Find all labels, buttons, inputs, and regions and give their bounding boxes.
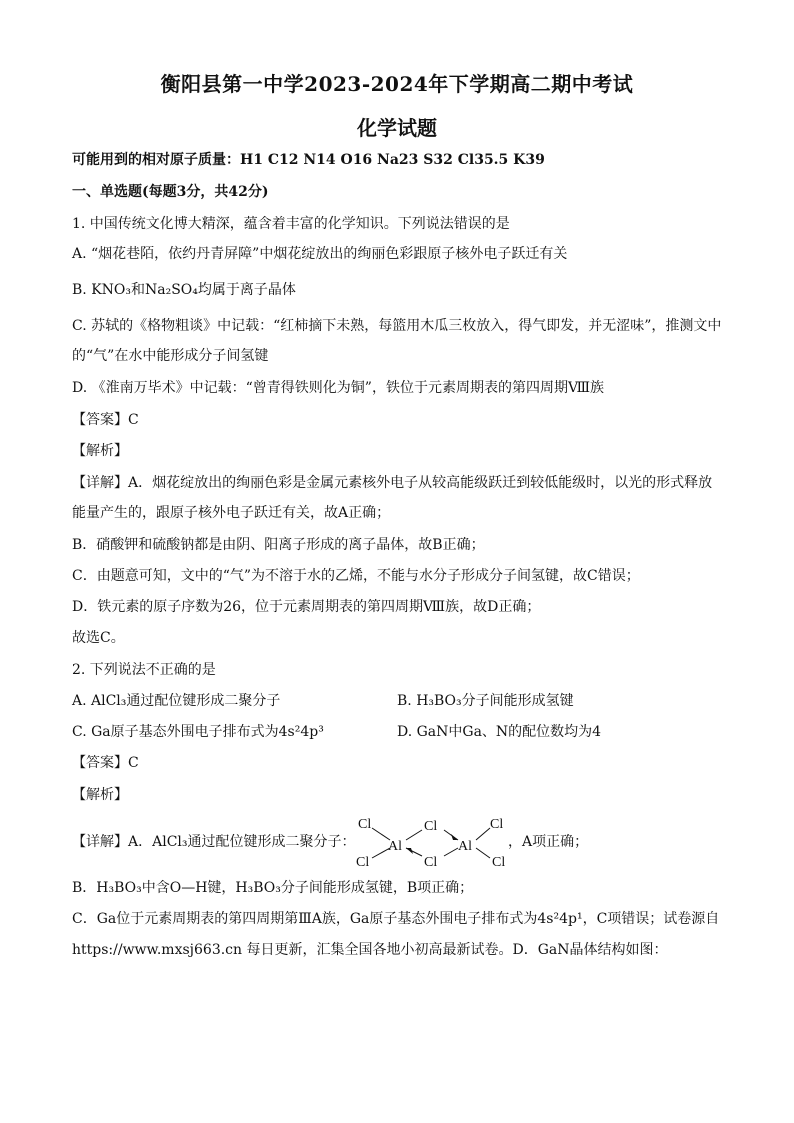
q1-detail-2: 能量产生的，跟原子核外电子跃迁有关，故A正确； <box>72 505 391 521</box>
cl-atom-2: Cl <box>356 855 370 870</box>
q2-detail-c-line1: C．Ga位于元素周期表的第四周期第ⅢA族，Ga原子基态外围电子排布式为4s²4p¹，C项错误；试卷源自 <box>72 911 720 927</box>
al-atom-1: Al <box>388 839 402 854</box>
q1-detail-1: 【详解】A．烟花绽放出的绚丽色彩是金属元素核外电子从较高能级跃迁到较低能级时，以光的形式释放 <box>72 475 713 491</box>
cl-atom-1: Cl <box>358 817 372 832</box>
q2-answer: 【答案】C <box>72 755 139 771</box>
q2-option-b: B. H₃BO₃分子间能形成氢键 <box>397 693 574 709</box>
q1-option-a: A. “烟花巷陌，依约丹青屏障”中烟花绽放出的绚丽色彩跟原子核外电子跃迁有关 <box>72 246 568 262</box>
exam-subtitle: 化学试题 <box>357 116 437 140</box>
cl-atom-5: Cl <box>490 817 504 832</box>
atomic-masses: 可能用到的相对原子质量：H1 C12 N14 O16 Na23 S32 Cl35.5 K39 <box>72 152 545 168</box>
q1-conclusion: 故选C。 <box>72 630 125 646</box>
q1-detail-4: C．由题意可知，文中的“气”为不溶于水的乙烯，不能与水分子形成分子间氢键，故C错误； <box>72 568 640 584</box>
q2-option-c: C. Ga原子基态外围电子排布式为4s²4p³ <box>72 724 324 740</box>
cl-atom-6: Cl <box>492 855 506 870</box>
al2cl6-structure <box>340 812 530 872</box>
q2-detail-c-line2: https://www.mxsj663.cn 每日更新，汇集全国各地小初高最新试卷。D．GaN晶体结构如图： <box>72 942 668 958</box>
q2-option-a: A. AlCl₃通过配位键形成二聚分子 <box>72 693 281 709</box>
q1-answer: 【答案】C <box>72 412 139 428</box>
q2-stem: 2. 下列说法不正确的是 <box>72 662 216 678</box>
cl-atom-3: Cl <box>424 819 438 834</box>
section-heading: 一、单选题(每题3分，共42分) <box>72 184 269 200</box>
q1-detail-3: B．硝酸钾和硫酸钠都是由阴、阳离子形成的离子晶体，故B正确； <box>72 537 485 553</box>
q1-detail-5: D．铁元素的原子序数为26，位于元素周期表的第四周期Ⅷ族，故D正确； <box>72 599 541 615</box>
q1-stem: 1. 中国传统文化博大精深，蕴含着丰富的化学知识。下列说法错误的是 <box>72 216 510 232</box>
q1-option-b: B. KNO₃和Na₂SO₄均属于离子晶体 <box>72 282 296 298</box>
q2-detail-a-suffix: ，A项正确； <box>508 834 589 850</box>
q1-analysis-label: 【解析】 <box>72 443 128 459</box>
q2-detail-a-prefix: 【详解】A．AlCl₃通过配位键形成二聚分子： <box>72 834 356 850</box>
q2-option-d: D. GaN中Ga、N的配位数均为4 <box>397 724 602 740</box>
q1-option-d: D. 《淮南万毕术》中记载：“曾青得铁则化为铜”，铁位于元素周期表的第四周期Ⅷ族 <box>72 380 604 396</box>
q2-analysis-label: 【解析】 <box>72 787 128 803</box>
q2-detail-b: B．H₃BO₃中含O—H键，H₃BO₃分子间能形成氢键，B项正确； <box>72 880 474 896</box>
al-atom-2: Al <box>458 839 472 854</box>
q1-option-c-line1: C. 苏轼的《格物粗谈》中记载：“红柿摘下未熟，每篮用木瓜三枚放入，得气即发，并无涩味”，推测文中 <box>72 318 722 334</box>
exam-title: 衡阳县第一中学2023-2024年下学期高二期中考试 <box>160 72 634 96</box>
q1-option-c-line2: 的“气”在水中能形成分子间氢键 <box>72 348 269 364</box>
cl-atom-4: Cl <box>424 855 438 870</box>
